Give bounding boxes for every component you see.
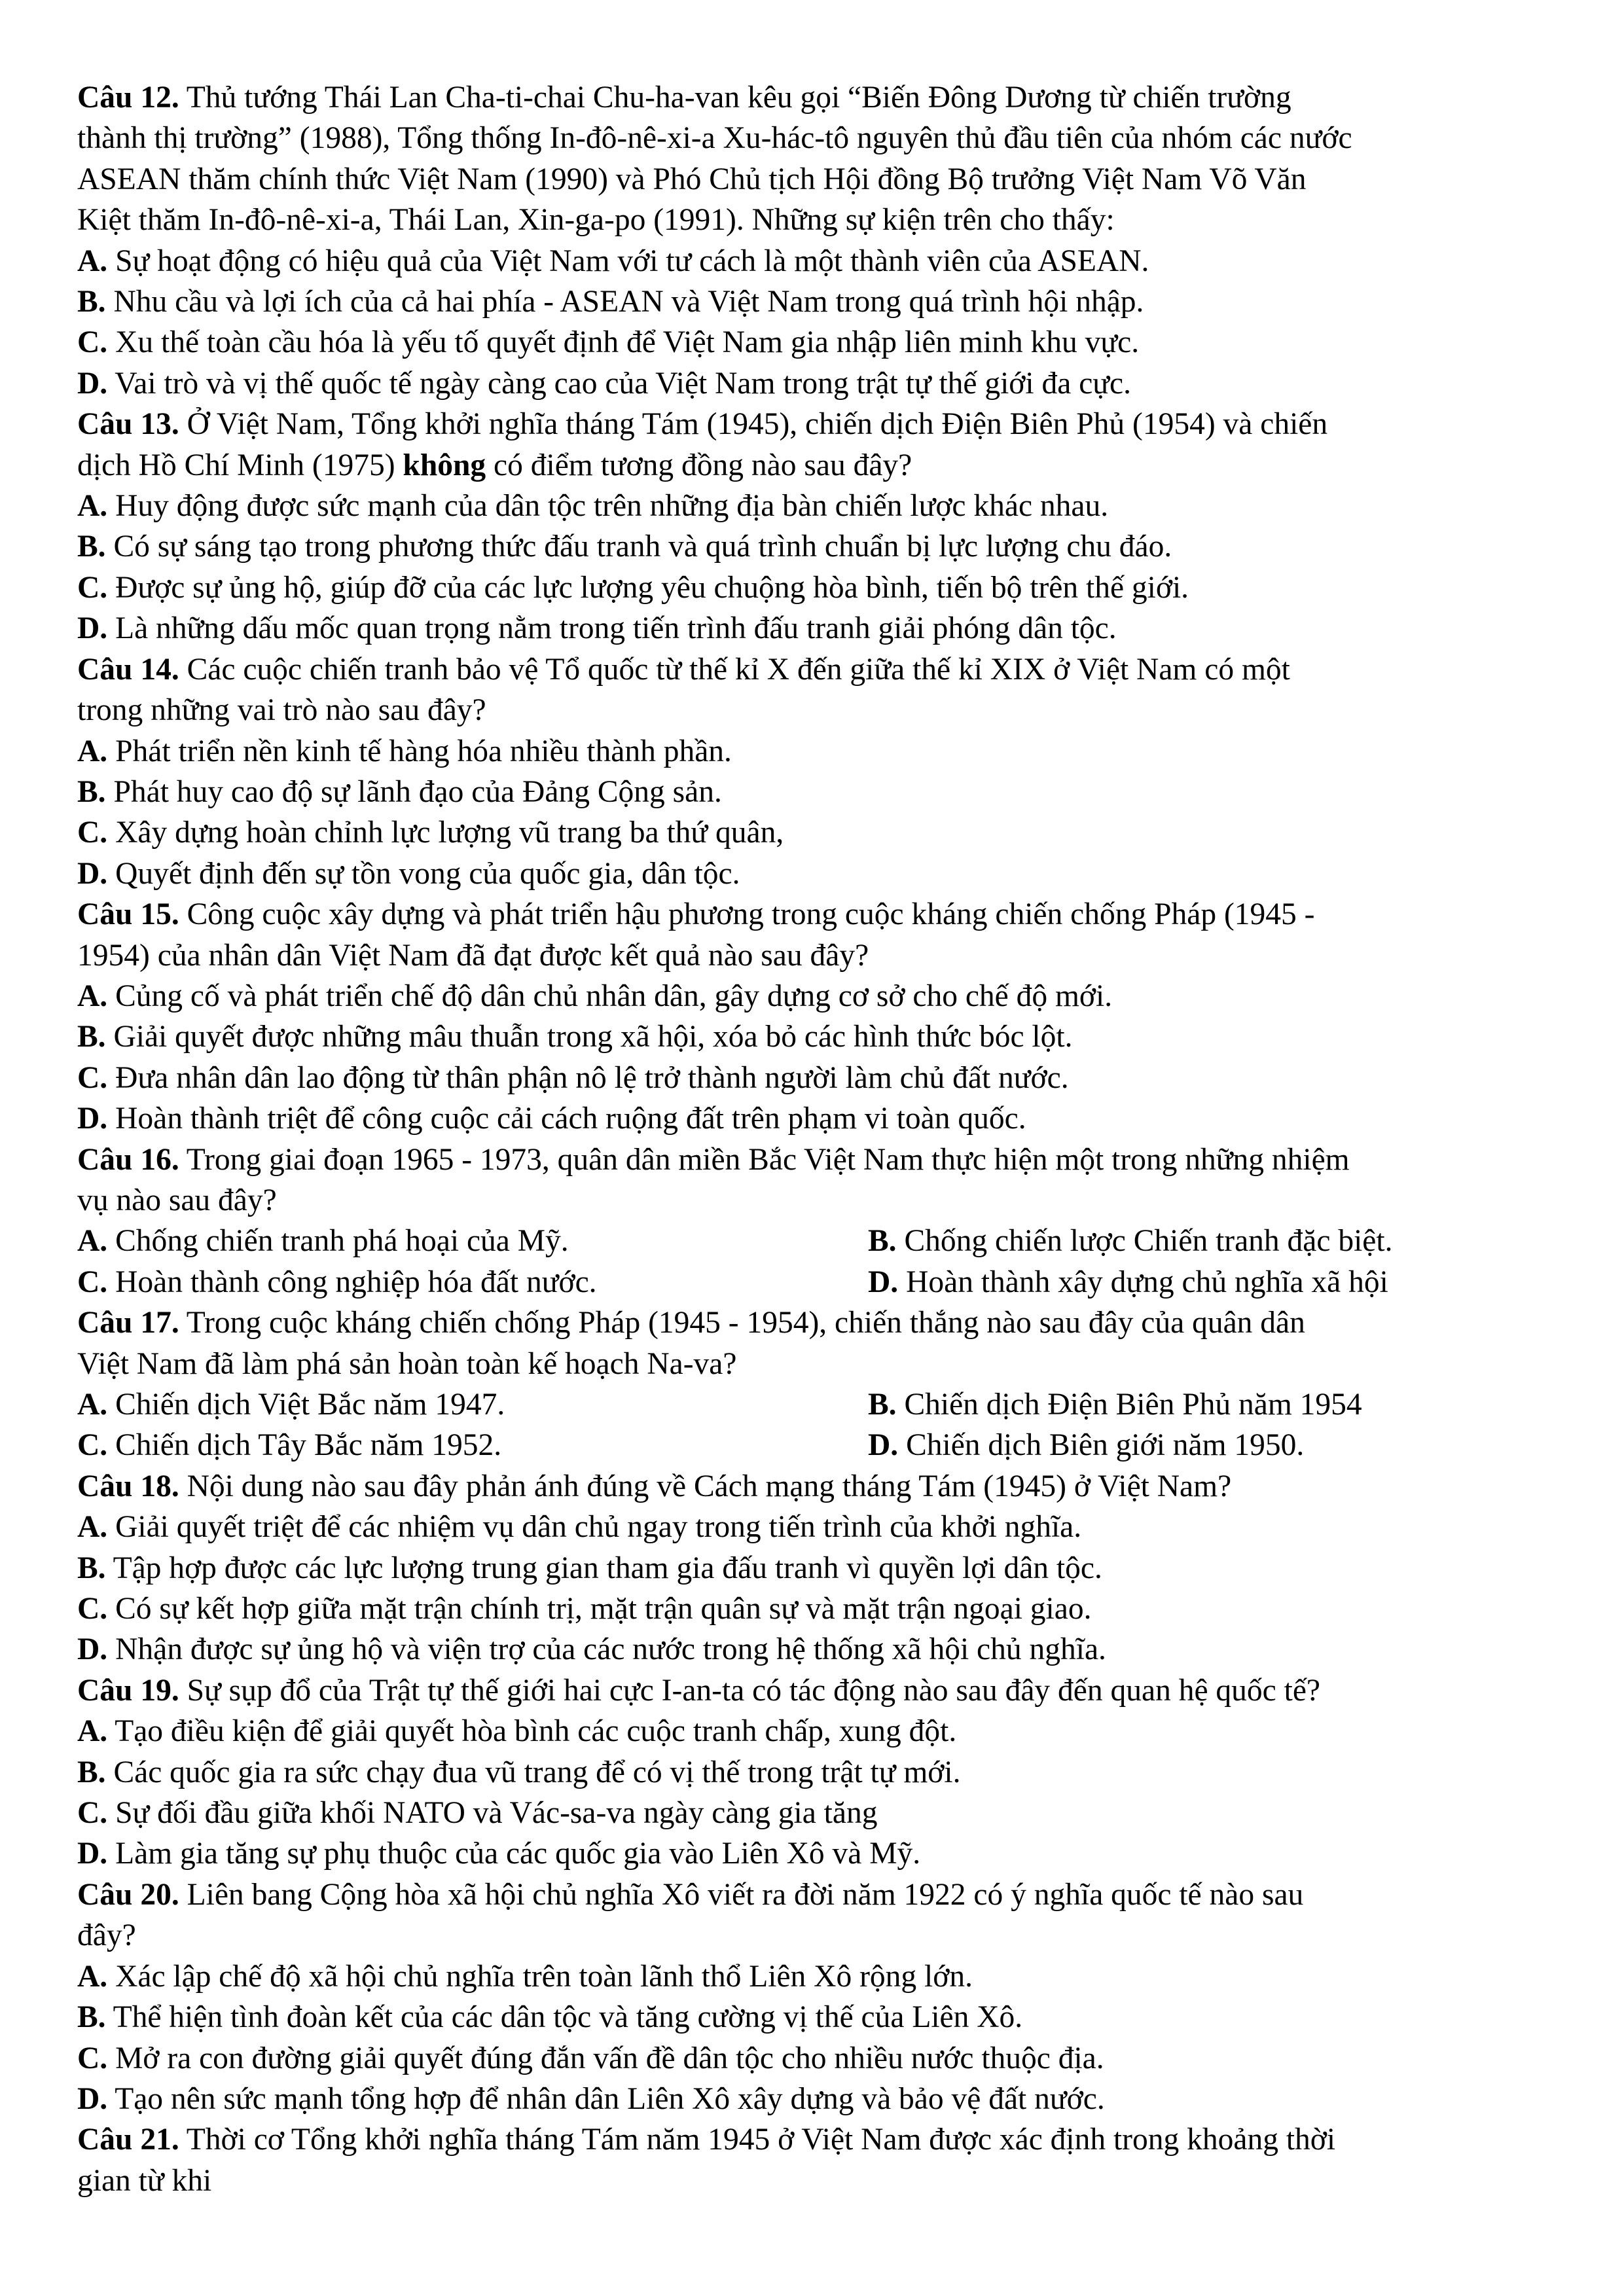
answer-option-a[interactable]: A. Chiến dịch Việt Bắc năm 1947.: [77, 1388, 505, 1422]
answer-option-d[interactable]: D. Chiến dịch Biên giới năm 1950.: [868, 1428, 1305, 1463]
answer-option-d[interactable]: D. Nhận được sự ủng hộ và viện trợ của các nước trong hệ thống xã hội chủ nghĩa.: [77, 1632, 1106, 1667]
answer-option-b[interactable]: B. Chiến dịch Điện Biên Phủ năm 1954: [868, 1388, 1362, 1422]
answer-option-b[interactable]: B. Giải quyết được những mâu thuẫn trong xã hội, xóa bỏ các hình thức bóc lột.: [77, 1020, 1073, 1054]
answer-option-d[interactable]: D. Vai trò và vị thế quốc tế ngày càng cao của Việt Nam trong trật tự thế giới đa cực.: [77, 366, 1131, 401]
answer-option-a[interactable]: A. Xác lập chế độ xã hội chủ nghĩa trên toàn lãnh thổ Liên Xô rộng lớn.: [77, 1959, 973, 1994]
question-label: Câu 16.: [77, 1142, 179, 1177]
question-stem-line: Câu 21. Thời cơ Tổng khởi nghĩa tháng Tám năm 1945 ở Việt Nam được xác định trong khoảng thời: [77, 2123, 1336, 2157]
answer-option-c[interactable]: C. Đưa nhân dân lao động từ thân phận nô lệ trở thành người làm chủ đất nước.: [77, 1060, 1069, 1095]
question-12: [77, 77, 1550, 404]
answer-option-d[interactable]: D. Quyết định đến sự tồn vong của quốc gia, dân tộc.: [77, 856, 740, 891]
question-stem-line: Câu 17. Trong cuộc kháng chiến chống Pháp (1945 - 1954), chiến thắng nào sau đây của quân dân: [77, 1306, 1305, 1340]
answer-option-c[interactable]: C. Có sự kết hợp giữa mặt trận chính trị, mặt trận quân sự và mặt trận ngoại giao.: [77, 1592, 1092, 1626]
answer-option-a[interactable]: A. Huy động được sức mạnh của dân tộc trên những địa bàn chiến lược khác nhau.: [77, 489, 1109, 524]
question-stem-line: dịch Hồ Chí Minh (1975) không có điểm tương đồng nào sau đây?: [77, 448, 912, 482]
answer-option-c[interactable]: C. Chiến dịch Tây Bắc năm 1952.: [77, 1428, 502, 1463]
question-stem-line: Việt Nam đã làm phá sản hoàn toàn kế hoạch Na-va?: [77, 1346, 737, 1381]
question-label: Câu 18.: [77, 1469, 179, 1503]
question-18: [77, 1466, 1550, 1670]
question-16: [77, 1139, 1550, 1303]
answer-option-c[interactable]: C. Mở ra con đường giải quyết đúng đắn vấn đề dân tộc cho nhiều nước thuộc địa.: [77, 2041, 1104, 2075]
question-17: [77, 1302, 1550, 1466]
answer-option-b[interactable]: B. Nhu cầu và lợi ích của cả hai phía - ASEAN và Việt Nam trong quá trình hội nhập.: [77, 285, 1144, 319]
answer-option-d[interactable]: D. Tạo nên sức mạnh tổng hợp để nhân dân Liên Xô xây dựng và bảo vệ đất nước.: [77, 2081, 1105, 2116]
question-label: Câu 17.: [77, 1306, 179, 1340]
question-stem-line: Câu 13. Ở Việt Nam, Tổng khởi nghĩa tháng Tám (1945), chiến dịch Điện Biên Phủ (1954) và chiến: [77, 407, 1328, 442]
answer-option-b[interactable]: B. Có sự sáng tạo trong phương thức đấu tranh và quá trình chuẩn bị lực lượng chu đáo.: [77, 529, 1172, 564]
answer-option-c[interactable]: C. Xu thế toàn cầu hóa là yếu tố quyết định để Việt Nam gia nhập liên minh khu vực.: [77, 325, 1140, 360]
question-stem-line: ASEAN thăm chính thức Việt Nam (1990) và Phó Chủ tịch Hội đồng Bộ trưởng Việt Nam Võ Văn: [77, 162, 1307, 196]
answer-option-a[interactable]: A. Củng cố và phát triển chế độ dân chủ nhân dân, gây dựng cơ sở cho chế độ mới.: [77, 978, 1113, 1013]
answer-option-c[interactable]: C. Sự đối đầu giữa khối NATO và Vác-sa-va ngày càng gia tăng: [77, 1796, 878, 1831]
answer-option-d[interactable]: D. Hoàn thành xây dựng chủ nghĩa xã hội: [868, 1265, 1388, 1299]
answer-option-d[interactable]: D. Hoàn thành triệt để công cuộc cải cách ruộng đất trên phạm vi toàn quốc.: [77, 1102, 1026, 1136]
question-label: Câu 13.: [77, 407, 179, 442]
answer-option-c[interactable]: C. Được sự ủng hộ, giúp đỡ của các lực lượng yêu chuộng hòa bình, tiến bộ trên thế giới.: [77, 570, 1189, 605]
answer-option-a[interactable]: A. Giải quyết triệt để các nhiệm vụ dân chủ ngay trong tiến trình của khởi nghĩa.: [77, 1510, 1082, 1545]
answer-options-row: [77, 1425, 1550, 1465]
answer-option-a[interactable]: A. Tạo điều kiện để giải quyết hòa bình các cuộc tranh chấp, xung đột.: [77, 1714, 957, 1749]
question-stem-line: Kiệt thăm In-đô-nê-xi-a, Thái Lan, Xin-ga-po (1991). Những sự kiện trên cho thấy:: [77, 203, 1115, 238]
question-21: [77, 2119, 1550, 2201]
question-20: [77, 1874, 1550, 2119]
answer-option-d[interactable]: D. Làm gia tăng sự phụ thuộc của các quốc gia vào Liên Xô và Mỹ.: [77, 1837, 921, 1871]
question-stem-line: đây?: [77, 1918, 136, 1953]
question-13: [77, 404, 1550, 649]
answer-option-b[interactable]: B. Chống chiến lược Chiến tranh đặc biệt.: [868, 1224, 1393, 1259]
question-label: Câu 20.: [77, 1877, 179, 1912]
question-stem-line: vụ nào sau đây?: [77, 1183, 277, 1217]
question-label: Câu 14.: [77, 652, 179, 687]
question-stem-line: 1954) của nhân dân Việt Nam đã đạt được kết quả nào sau đây?: [77, 938, 869, 973]
question-stem-line: Câu 15. Công cuộc xây dựng và phát triển hậu phương trong cuộc kháng chiến chống Pháp (1945 -: [77, 897, 1315, 932]
question-stem-line: trong những vai trò nào sau đây?: [77, 693, 486, 728]
answer-option-a[interactable]: A. Phát triển nền kinh tế hàng hóa nhiều thành phần.: [77, 734, 732, 768]
answer-option-b[interactable]: B. Các quốc gia ra sức chạy đua vũ trang để có vị thế trong trật tự mới.: [77, 1755, 961, 1789]
emphasis-text: không: [403, 448, 486, 482]
question-label: Câu 19.: [77, 1673, 179, 1708]
question-stem-line: gian từ khi: [77, 2163, 212, 2198]
question-stem-line: thành thị trường” (1988), Tổng thống In-đô-nê-xi-a Xu-hác-tô nguyên thủ đầu tiên của nhóm các nước: [77, 121, 1352, 156]
answer-option-a[interactable]: A. Chống chiến tranh phá hoại của Mỹ.: [77, 1224, 569, 1259]
question-label: Câu 12.: [77, 81, 179, 115]
answer-option-b[interactable]: B. Tập hợp được các lực lượng trung gian tham gia đấu tranh vì quyền lợi dân tộc.: [77, 1551, 1102, 1585]
question-14: [77, 649, 1550, 894]
answer-option-d[interactable]: D. Là những dấu mốc quan trọng nằm trong tiến trình đấu tranh giải phóng dân tộc.: [77, 611, 1117, 646]
answer-option-c[interactable]: C. Xây dựng hoàn chỉnh lực lượng vũ trang ba thứ quân,: [77, 816, 784, 850]
question-stem-line: Câu 12. Thủ tướng Thái Lan Cha-ti-chai Chu-ha-van kêu gọi “Biến Đông Dương từ chiến trường: [77, 81, 1291, 115]
answer-options-row: [77, 1384, 1550, 1425]
answer-option-a[interactable]: A. Sự hoạt động có hiệu quả của Việt Nam với tư cách là một thành viên của ASEAN.: [77, 243, 1149, 278]
question-stem-line: Câu 14. Các cuộc chiến tranh bảo vệ Tổ quốc từ thế kỉ X đến giữa thế kỉ XIX ở Việt Nam có một: [77, 652, 1290, 687]
question-19: [77, 1670, 1550, 1874]
question-stem-line: Câu 20. Liên bang Cộng hòa xã hội chủ nghĩa Xô viết ra đời năm 1922 có ý nghĩa quốc tế nào sau: [77, 1877, 1304, 1912]
exam-page: [77, 77, 1550, 2201]
answer-option-b[interactable]: B. Phát huy cao độ sự lãnh đạo của Đảng Cộng sản.: [77, 774, 722, 809]
answer-option-c[interactable]: C. Hoàn thành công nghiệp hóa đất nước.: [77, 1265, 597, 1299]
question-stem-line: Câu 18. Nội dung nào sau đây phản ánh đúng về Cách mạng tháng Tám (1945) ở Việt Nam?: [77, 1469, 1232, 1503]
answer-option-b[interactable]: B. Thể hiện tình đoàn kết của các dân tộc và tăng cường vị thế của Liên Xô.: [77, 2000, 1023, 2035]
answer-options-row: [77, 1221, 1550, 1261]
question-15: [77, 894, 1550, 1139]
answer-options-row: [77, 1262, 1550, 1302]
question-stem-line: Câu 16. Trong giai đoạn 1965 - 1973, quân dân miền Bắc Việt Nam thực hiện một trong những nhiệm: [77, 1142, 1350, 1177]
question-stem-line: Câu 19. Sự sụp đổ của Trật tự thế giới hai cực I-an-ta có tác động nào sau đây đến quan hệ quốc tế?: [77, 1673, 1320, 1708]
question-label: Câu 15.: [77, 897, 179, 932]
question-label: Câu 21.: [77, 2123, 179, 2157]
